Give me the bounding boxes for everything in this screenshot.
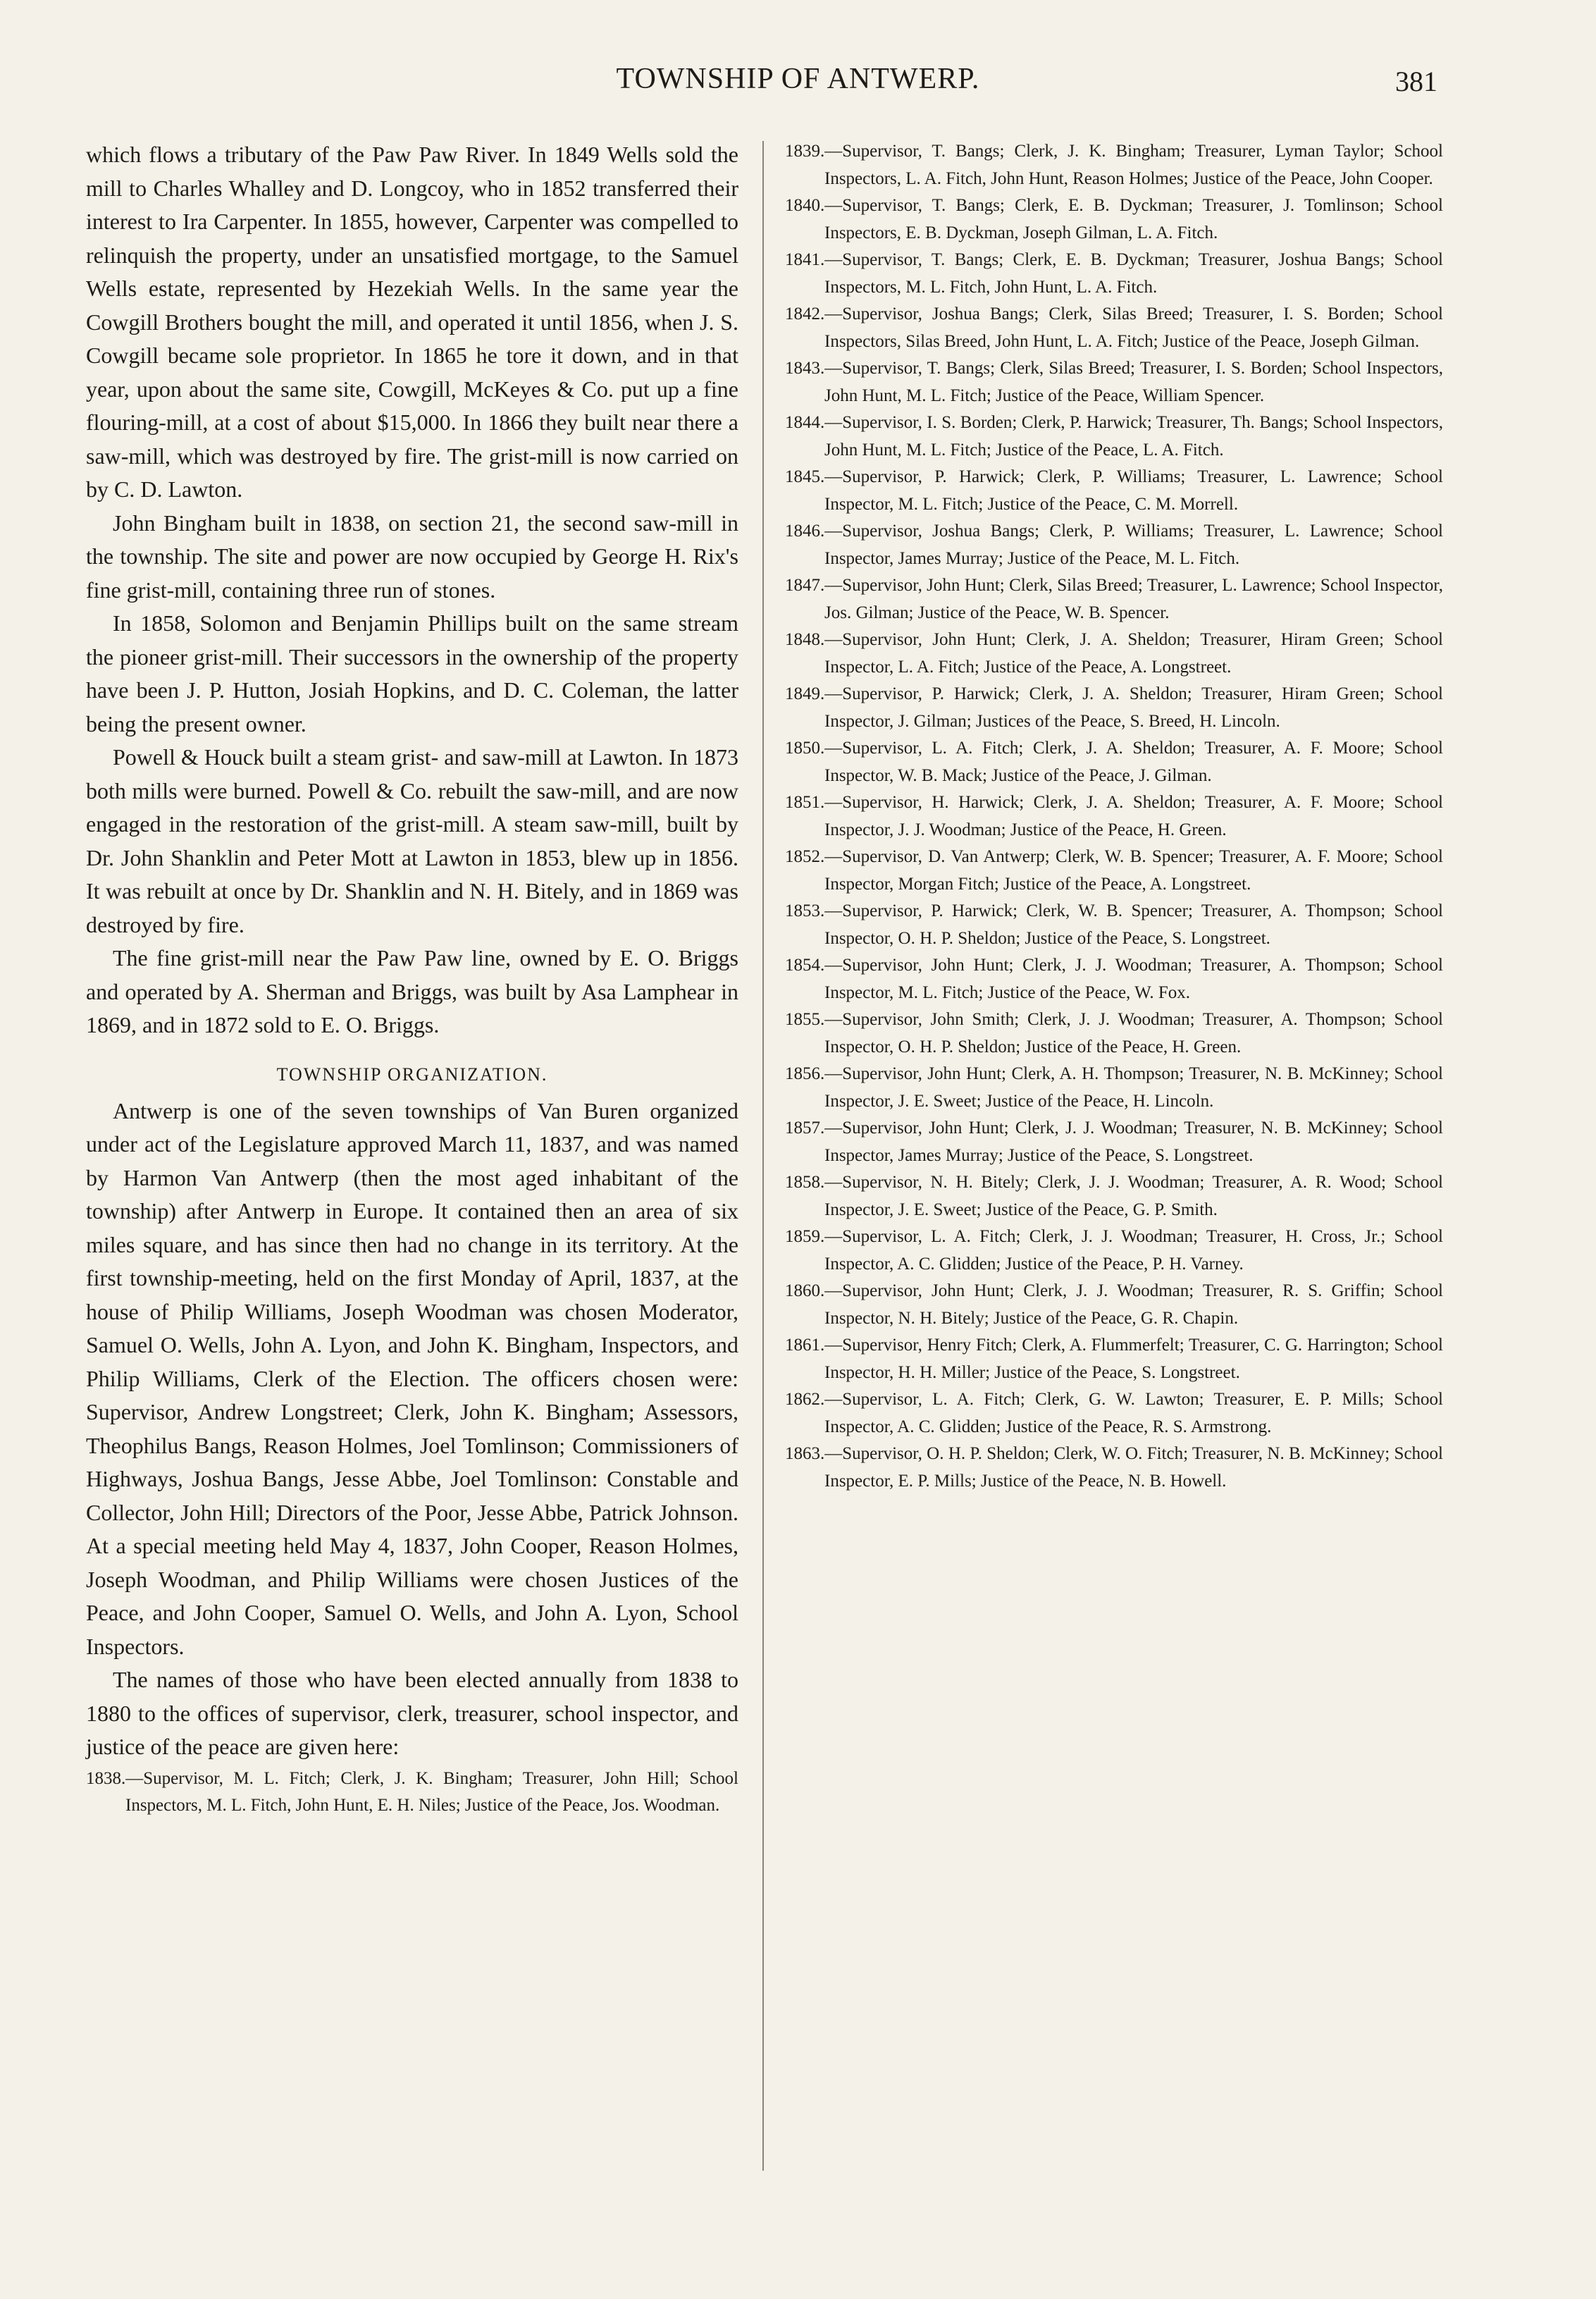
paragraph-mills-5: The fine grist-mill near the Paw Paw line, owned by E. O. Briggs and operated by A. Sherman and Briggs, was built by Asa Lamphear in 1869, and in 1872 sold to E. O. Briggs.	[86, 945, 738, 1037]
officer-entry-1851: 1851.—Supervisor, H. Harwick; Clerk, J. A. Sheldon; Treasurer, A. F. Moore; School Inspector, J. J. Woodman; Justice of the Peace, H. Green.	[785, 793, 1443, 839]
paragraph-organization-1: Antwerp is one of the seven townships of Van Buren organized under act of the Legislature approved March 11, 1837, and was named by Harmon Van Antwerp (then the most aged inhabitant of the township) after Antwerp in Europe. It contained then an area of six miles square, and has since then had no change in its territory. At the first township-meeting, held on the first Monday of April, 1837, at the house of Philip Williams, Joseph Woodman was chosen Moderator, Samuel O. Wells, John A. Lyon, and John K. Bingham, Inspectors, and Philip Williams, Clerk of the Election. The officers chosen were: Supervisor, Andrew Longstreet; Clerk, John K. Bingham; Assessors, Theophilus Bangs, Reason Holmes, Joel Tomlinson; Commissioners of Highways, Joshua Bangs, Jesse Abbe, Joel Tomlinson: Constable and Collector, John Hill; Directors of the Poor, Jesse Abbe, Patrick Johnson. At a special meeting held May 4, 1837, John Cooper, Reason Holmes, Joseph Woodman, and Philip Williams were chosen Justices of the Peace, and John Cooper, Samuel O. Wells, and John A. Lyon, School Inspectors.	[86, 1097, 738, 1659]
officer-entry-1854: 1854.—Supervisor, John Hunt; Clerk, J. J. Woodman; Treasurer, A. Thompson; School Inspector, M. L. Fitch; Justice of the Peace, W. Fox.	[785, 956, 1443, 1002]
officer-entry-1841: 1841.—Supervisor, T. Bangs; Clerk, E. B. Dyckman; Treasurer, Joshua Bangs; School Inspectors, M. L. Fitch, John Hunt, L. A. Fitch.	[785, 250, 1443, 297]
officer-entry-1862: 1862.—Supervisor, L. A. Fitch; Clerk, G. W. Lawton; Treasurer, E. P. Mills; School Inspector, A. C. Glidden; Justice of the Peace, R. S. Armstrong.	[785, 1390, 1443, 1436]
page-header	[0, 62, 1596, 111]
officer-entry-1844: 1844.—Supervisor, I. S. Borden; Clerk, P. Harwick; Treasurer, Th. Bangs; School Inspectors, John Hunt, M. L. Fitch; Justice of the Peace, L. A. Fitch.	[785, 413, 1443, 460]
officer-entry-1849: 1849.—Supervisor, P. Harwick; Clerk, J. A. Sheldon; Treasurer, Hiram Green; School Inspector, J. Gilman; Justices of the Peace, S. Breed, H. Lincoln.	[785, 684, 1443, 731]
left-column	[86, 138, 738, 1819]
officer-entry-1859: 1859.—Supervisor, L. A. Fitch; Clerk, J. J. Woodman; Treasurer, H. Cross, Jr.; School Inspector, A. C. Glidden; Justice of the Peace, P. H. Varney.	[785, 1227, 1443, 1274]
paragraph-mills-4: Powell & Houck built a steam grist- and saw-mill at Lawton. In 1873 both mills were burned. Powell & Co. rebuilt the saw-mill, and are now engaged in the restoration of the grist-mill. A steam saw-mill, built by Dr. John Shanklin and Peter Mott at Lawton in 1853, blew up in 1856. It was rebuilt at once by Dr. Shanklin and N. H. Bitely, and in 1869 was destroyed by fire.	[86, 744, 738, 937]
officer-entry-1848: 1848.—Supervisor, John Hunt; Clerk, J. A. Sheldon; Treasurer, Hiram Green; School Inspector, L. A. Fitch; Justice of the Peace, A. Longstreet.	[785, 630, 1443, 677]
column-divider	[762, 141, 764, 2171]
right-column	[785, 138, 1443, 1495]
officer-entry-1857: 1857.—Supervisor, John Hunt; Clerk, J. J. Woodman; Treasurer, N. B. McKinney; School Inspector, James Murray; Justice of the Peace, S. Longstreet.	[785, 1118, 1443, 1165]
officer-entry-1863: 1863.—Supervisor, O. H. P. Sheldon; Clerk, W. O. Fitch; Treasurer, N. B. McKinney; School Inspector, E. P. Mills; Justice of the Peace, N. B. Howell.	[785, 1444, 1443, 1491]
officer-entry-1840: 1840.—Supervisor, T. Bangs; Clerk, E. B. Dyckman; Treasurer, J. Tomlinson; School Inspectors, E. B. Dyckman, Joseph Gilman, L. A. Fitch.	[785, 196, 1443, 242]
paragraph-organization-2: The names of those who have been elected annually from 1838 to 1880 to the offices of supervisor, clerk, treasurer, school inspector, and justice of the peace are given here:	[86, 1667, 738, 1759]
officer-entry-1850: 1850.—Supervisor, L. A. Fitch; Clerk, J. A. Sheldon; Treasurer, A. F. Moore; School Inspector, W. B. Mack; Justice of the Peace, J. Gilman.	[785, 739, 1443, 785]
paragraph-mills-2: John Bingham built in 1838, on section 21, the second saw-mill in the township. The site and power are now occupied by George H. Rix's fine grist-mill, containing three run of stones.	[86, 510, 738, 603]
officer-entry-1838: 1838.—Supervisor, M. L. Fitch; Clerk, J. K. Bingham; Treasurer, John Hill; School Inspectors, M. L. Fitch, John Hunt, E. H. Niles; Justice of the Peace, Jos. Woodman.	[86, 1768, 738, 1815]
officer-entry-1846: 1846.—Supervisor, Joshua Bangs; Clerk, P. Williams; Treasurer, L. Lawrence; School Inspector, James Murray; Justice of the Peace, M. L. Fitch.	[785, 522, 1443, 568]
officer-entry-1861: 1861.—Supervisor, Henry Fitch; Clerk, A. Flummerfelt; Treasurer, C. G. Harrington; School Inspector, H. H. Miller; Justice of the Peace, S. Longstreet.	[785, 1336, 1443, 1382]
officer-entry-1855: 1855.—Supervisor, John Smith; Clerk, J. J. Woodman; Treasurer, A. Thompson; School Inspector, O. H. P. Sheldon; Justice of the Peace, H. Green.	[785, 1010, 1443, 1056]
officer-entry-1853: 1853.—Supervisor, P. Harwick; Clerk, W. B. Spencer; Treasurer, A. Thompson; School Inspector, O. H. P. Sheldon; Justice of the Peace, S. Longstreet.	[785, 901, 1443, 948]
running-title: TOWNSHIP OF ANTWERP.	[616, 63, 980, 95]
officer-entry-1842: 1842.—Supervisor, Joshua Bangs; Clerk, Silas Breed; Treasurer, I. S. Borden; School Inspectors, Silas Breed, John Hunt, L. A. Fitch; Justice of the Peace, Joseph Gilman.	[785, 304, 1443, 351]
officer-entry-1845: 1845.—Supervisor, P. Harwick; Clerk, P. Williams; Treasurer, L. Lawrence; School Inspector, M. L. Fitch; Justice of the Peace, C. M. Morrell.	[785, 467, 1443, 514]
page-number: 381	[1395, 66, 1437, 97]
officer-entry-1858: 1858.—Supervisor, N. H. Bitely; Clerk, J. J. Woodman; Treasurer, A. R. Wood; School Inspector, J. E. Sweet; Justice of the Peace, G. P. Smith.	[785, 1173, 1443, 1219]
officer-entry-1852: 1852.—Supervisor, D. Van Antwerp; Clerk, W. B. Spencer; Treasurer, A. F. Moore; School Inspector, Morgan Fitch; Justice of the Peace, A. Longstreet.	[785, 847, 1443, 894]
officer-entry-1860: 1860.—Supervisor, John Hunt; Clerk, J. J. Woodman; Treasurer, R. S. Griffin; School Inspector, N. H. Bitely; Justice of the Peace, G. R. Chapin.	[785, 1281, 1443, 1328]
officer-entry-1847: 1847.—Supervisor, John Hunt; Clerk, Silas Breed; Treasurer, L. Lawrence; School Inspector, Jos. Gilman; Justice of the Peace, W. B. Spencer.	[785, 576, 1443, 622]
officer-entry-1843: 1843.—Supervisor, T. Bangs; Clerk, Silas Breed; Treasurer, I. S. Borden; School Inspectors, John Hunt, M. L. Fitch; Justice of the Peace, William Spencer.	[785, 359, 1443, 405]
section-heading: TOWNSHIP ORGANIZATION.	[276, 1064, 548, 1085]
paragraph-mills-3: In 1858, Solomon and Benjamin Phillips built on the same stream the pioneer grist-mill. Their successors in the ownership of the property have been J. P. Hutton, Josiah Hopkins, and D. C. Coleman, the latter being the present owner.	[86, 610, 738, 736]
officer-entry-1856: 1856.—Supervisor, John Hunt; Clerk, A. H. Thompson; Treasurer, N. B. McKinney; School Inspector, J. E. Sweet; Justice of the Peace, H. Lincoln.	[785, 1064, 1443, 1111]
officer-entry-1839: 1839.—Supervisor, T. Bangs; Clerk, J. K. Bingham; Treasurer, Lyman Taylor; School Inspectors, L. A. Fitch, John Hunt, Reason Holmes; Justice of the Peace, John Cooper.	[785, 142, 1443, 188]
paragraph-mills-1: which flows a tributary of the Paw Paw River. In 1849 Wells sold the mill to Charles Whalley and D. Longcoy, who in 1852 transferred their interest to Ira Carpenter. In 1855, however, Carpenter was compelled to relinquish the property, under an unsatisfied mortgage, to the Samuel Wells estate, represented by Hezekiah Wells. In the same year the Cowgill Brothers bought the mill, and operated it until 1856, when J. S. Cowgill became sole proprietor. In 1865 he tore it down, and in that year, upon about the same site, Cowgill, McKeyes & Co. put up a fine flouring-mill, at a cost of about $15,000. In 1866 they built near there a saw-mill, which was destroyed by fire. The grist-mill is now carried on by C. D. Lawton.	[86, 142, 738, 502]
